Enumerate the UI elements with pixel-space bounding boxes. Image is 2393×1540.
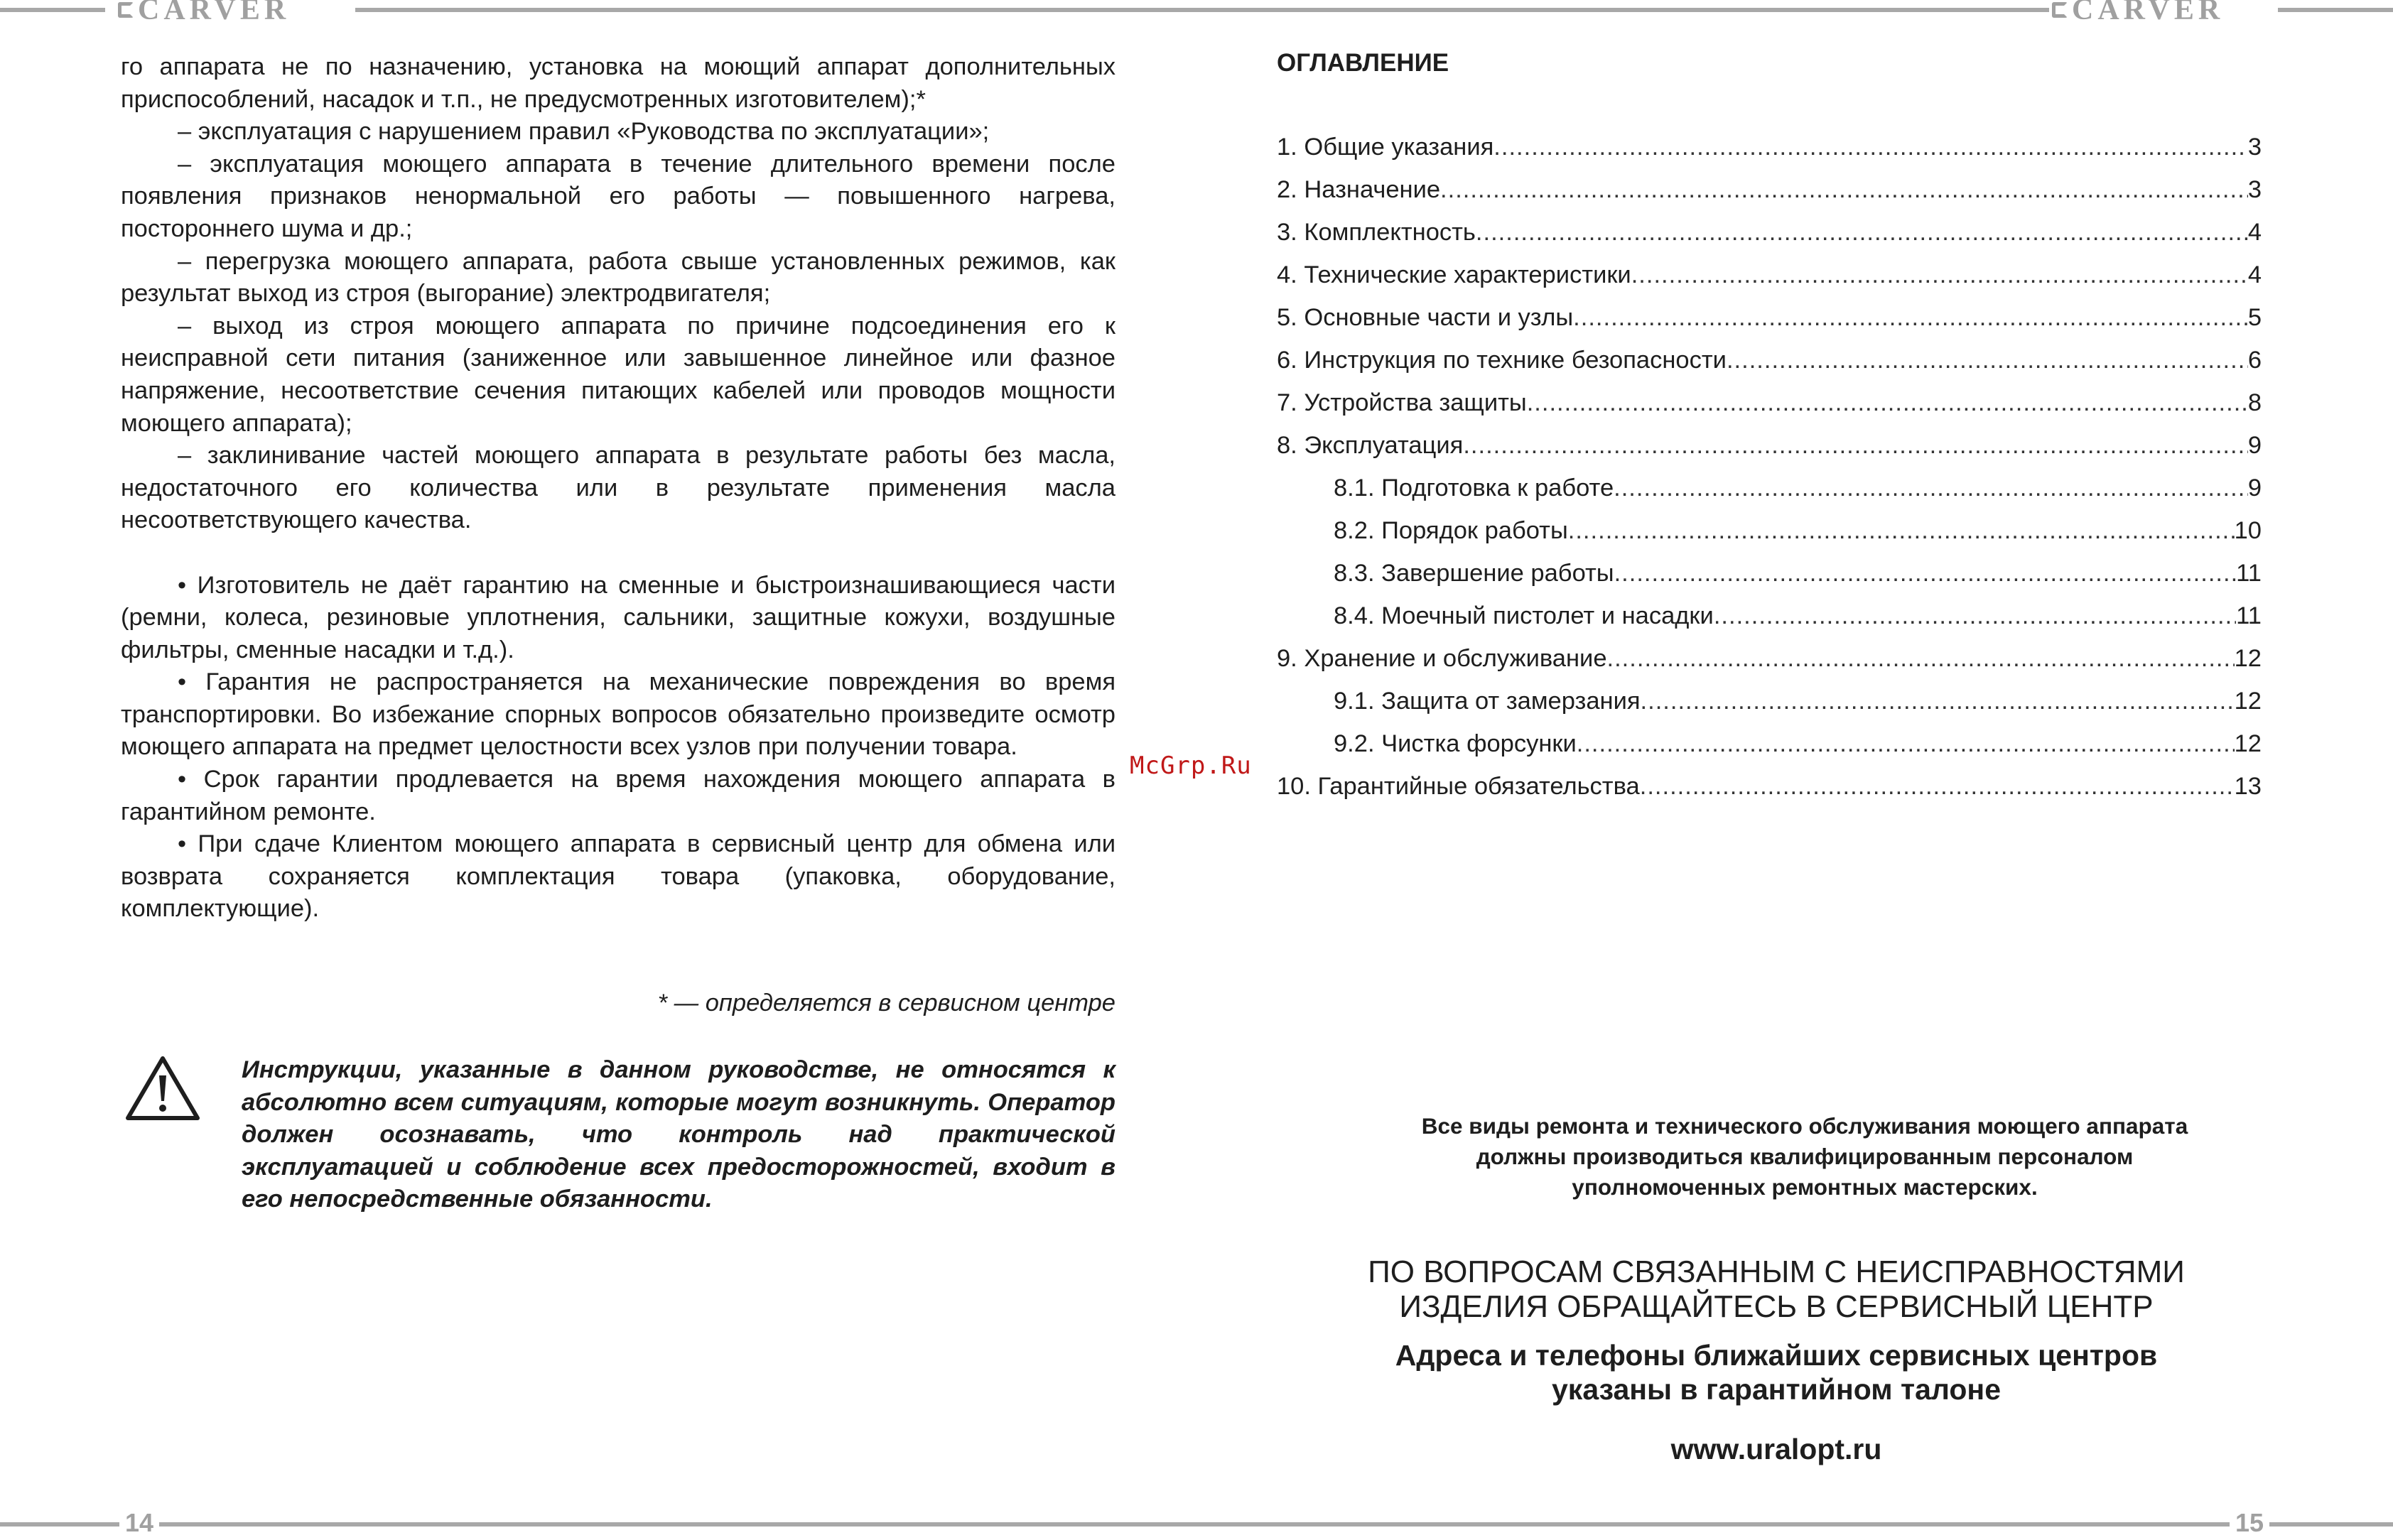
- footnote: * — определяется в сервисном центре: [657, 989, 1116, 1016]
- toc-subentry: 9.2. Чистка форсунки ..... 12: [1277, 727, 2262, 770]
- brand-mark-icon: [2052, 2, 2068, 18]
- toc-subentry: 8.2. Порядок работы ..... 10: [1277, 514, 2262, 557]
- brand-mark-icon: [118, 2, 134, 18]
- bullet-item: • Срок гарантии продлевается на время нахождения моющего аппарата в гарантийном ремонте.: [121, 766, 1116, 825]
- header-rule-right: [2278, 8, 2393, 12]
- toc-title: ОГЛАВЛЕНИЕ: [1277, 49, 1449, 77]
- paragraph: – перегрузка моющего аппарата, работа свыше установленных режимов, как результат выход из строя (выгорание) электродвигателя;: [121, 247, 1116, 308]
- brand-name: CARVER: [138, 0, 291, 26]
- toc-subentry: 9.1. Защита от замерзания ..... 12: [1277, 685, 2262, 727]
- toc-entry: 1. Общие указания ..... 3: [1277, 131, 2262, 173]
- toc-entry: 8. Эксплуатация ..... 9: [1277, 429, 2262, 472]
- footer-rule: [0, 1522, 2393, 1527]
- service-center-heading: ПО ВОПРОСАМ СВЯЗАННЫМ С НЕИСПРАВНОСТЯМИ ИЗДЕЛИЯ ОБРАЩАЙТЕСЬ В СЕРВИСНЫЙ ЦЕНТР: [1368, 1254, 2185, 1324]
- bullet-item: • При сдаче Клиентом моющего аппарата в сервисный центр для обмена или возврата сохраняется комплектация товара (упаковка, оборудование, комплектующие).: [121, 830, 1116, 923]
- toc-entry: 10. Гарантийные обязательства ..... 13: [1277, 770, 2262, 813]
- website-link[interactable]: www.uralopt.ru: [1670, 1433, 1882, 1465]
- toc-subentry: 8.3. Завершение работы ..... 11: [1277, 557, 2262, 600]
- warranty-exclusions: [121, 51, 1116, 926]
- service-center-info: Адреса и телефоны ближайших сервисных центров указаны в гарантийном талоне: [1395, 1339, 2158, 1406]
- header-rule-left: [0, 8, 105, 12]
- toc-entry: 7. Устройства защиты ..... 8: [1277, 386, 2262, 429]
- page-number-left: 14: [119, 1506, 159, 1540]
- service-notice: Все виды ремонта и технического обслуживания моющего аппарата должны производиться квалифицированным персоналом уполномоченных ремонтных мастерских.: [1421, 1113, 2188, 1200]
- toc-entry: 9. Хранение и обслуживание ..... 12: [1277, 642, 2262, 685]
- toc-subentry: 8.1. Подготовка к работе ..... 9: [1277, 472, 2262, 514]
- toc-entry: 3. Комплектность ..... 4: [1277, 216, 2262, 259]
- header-rule-center: [355, 8, 2049, 12]
- toc-entry: 5. Основные части и узлы ..... 5: [1277, 301, 2262, 344]
- brand-name: CARVER: [2072, 0, 2225, 26]
- table-of-contents: [1277, 131, 2262, 813]
- paragraph: – эксплуатация с нарушением правил «Руководства по эксплуатации»;: [178, 118, 990, 146]
- paragraph: – эксплуатация моющего аппарата в течение длительного времени после появления признаков ненормальной его работы — повышенного нагрева, постороннего шума и др.;: [121, 150, 1116, 242]
- bullet-item: • Изготовитель не даёт гарантию на сменные и быстроизнашивающиеся части (ремни, колеса, резиновые уплотнения, сальники, защитные кожухи, воздушные фильтры, сменные насадки и т.д.).: [121, 571, 1116, 663]
- brand-logo-right: [2052, 0, 2224, 24]
- page-number-right: 15: [2230, 1506, 2269, 1540]
- bullet-item: • Гарантия не распространяется на механические повреждения во время транспортировки. Во избежание спорных вопросов обязательно произведите осмотр моющего аппарата на предмет целостности всех узлов при получении товара.: [121, 668, 1116, 761]
- toc-entry: 6. Инструкция по технике безопасности ..... 6: [1277, 344, 2262, 386]
- paragraph: го аппарата не по назначению, установка на моющий аппарат дополнительных приспособлений, насадок и т.п., не предусмотренных изготовителем);*: [121, 53, 1116, 113]
- warning-triangle-icon: [124, 1054, 202, 1124]
- brand-logo-left: [118, 0, 290, 24]
- warning-text: Инструкции, указанные в данном руководстве, не относятся к абсолютно всем ситуациям, которые могут возникнуть. Оператор должен осознавать, что контроль над практической эксплуатацией и соблюдение всех предосторожностей, входит в его непосредственные обязанности.: [242, 1056, 1116, 1213]
- toc-subentry: 8.4. Моечный пистолет и насадки ..... 11: [1277, 600, 2262, 642]
- paragraph: – выход из строя моющего аппарата по причине подсоединения его к неисправной сети питания (заниженное или завышенное линейное или фазное напряжение, несоответствие сечения питающих кабелей или проводов мощности моющего аппарата);: [121, 312, 1116, 437]
- toc-entry: 4. Технические характеристики ..... 4: [1277, 259, 2262, 301]
- toc-entry: 2. Назначение ..... 3: [1277, 173, 2262, 216]
- watermark: McGrp.Ru: [1130, 752, 1252, 780]
- paragraph: – заклинивание частей моющего аппарата в результате работы без масла, недостаточного его количества или в результате применения масла несоответствующего качества.: [121, 442, 1116, 534]
